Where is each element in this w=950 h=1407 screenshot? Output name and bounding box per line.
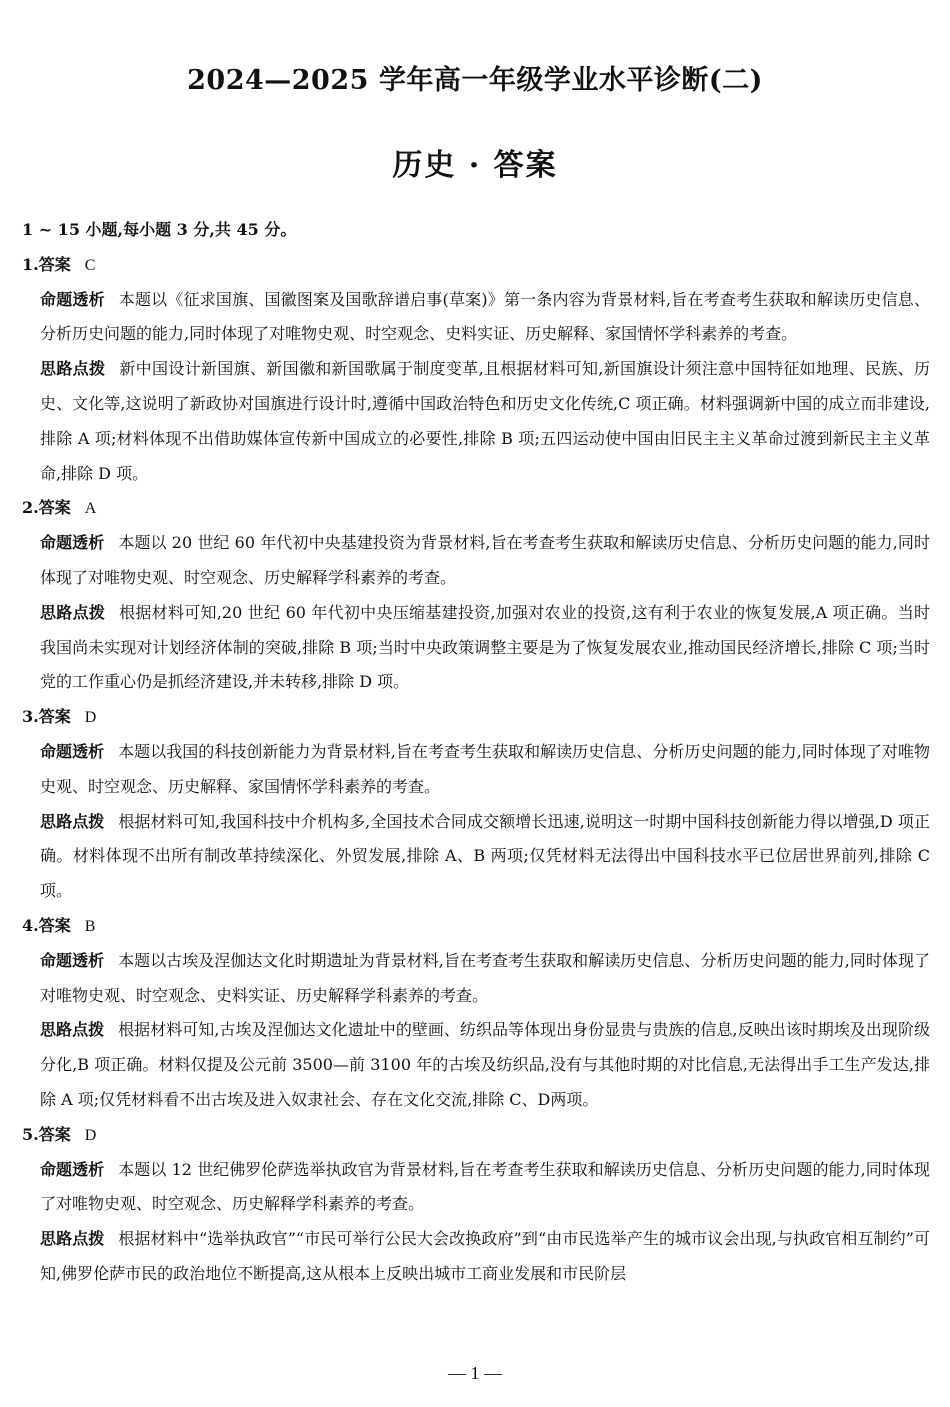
hint-paragraph-text: 根据材料可知,我国科技中介机构多,全国技术合同成交额增长迅速,说明这一时期中国科技创新能力得以增强,D 项正确。材料体现不出所有制改革持续深化、外贸发展,排除 A、B 两项;仅凭材料无法得出中国科技水平已位居世界前列,排除 C 项。 — [40, 811, 930, 901]
question-number: 4. — [22, 915, 39, 935]
analysis-paragraph — [22, 944, 930, 1014]
question-block — [22, 700, 930, 909]
analysis-label: 命题透析 — [40, 950, 105, 970]
question-number: 5. — [22, 1124, 39, 1144]
question-number: 3. — [22, 707, 39, 727]
analysis-paragraph-text: 本题以 12 世纪佛罗伦萨选举执政官为背景材料,旨在考查考生获取和解读历史信息、分析历史问题的能力,同时体现了对唯物史观、时空观念、历史解释学科素养的考查。 — [40, 1159, 930, 1214]
hint-paragraph — [22, 1013, 930, 1117]
hint-paragraph-text: 根据材料中“选举执政官”“市民可举行公民大会改换政府”到“由市民选举产生的城市议会出现,与执政官相互制约”可知,佛罗伦萨市民的政治地位不断提高,这从根本上反映出城市工商业发展和市民阶层 — [40, 1229, 930, 1283]
hint-label: 思路点拨 — [40, 602, 106, 622]
question-number: 2. — [22, 498, 39, 518]
answer-line — [22, 491, 930, 526]
answer-value: D — [84, 709, 97, 727]
hint-label: 思路点拨 — [40, 359, 106, 379]
analysis-label: 命题透析 — [40, 741, 105, 761]
hint-paragraph — [22, 352, 930, 491]
answer-line — [22, 1118, 930, 1153]
answer-value: B — [84, 917, 96, 935]
hint-label: 思路点拨 — [40, 1020, 105, 1040]
question-block — [22, 491, 930, 700]
question-block — [22, 909, 930, 1118]
answer-line — [22, 248, 930, 283]
analysis-label: 命题透析 — [40, 289, 105, 309]
answer-line — [22, 909, 930, 944]
score-note: 1 ~ 15 小题,每小题 3 分,共 45 分。 — [22, 220, 297, 239]
answer-label: 答案 — [38, 498, 71, 518]
hint-paragraph-text: 根据材料可知,古埃及涅伽达文化遗址中的壁画、纺织品等体现出身份显贵与贵族的信息,反映出该时期埃及出现阶级分化,B 项正确。材料仅提及公元前 3500—前 3100 年的古埃及纺织品,没有与其他时期的对比信息,无法得出手工生产发达,排除 A 项;仅凭材料看不出古埃及进入奴隶社会、存在文化交流,排除 C、D两项。 — [40, 1020, 930, 1109]
answer-value: A — [84, 500, 97, 518]
analysis-paragraph-text: 本题以 20 世纪 60 年代初中央基建投资为背景材料,旨在考查考生获取和解读历史信息、分析历史问题的能力,同时体现了对唯物史观、时空观念、历史解释学科素养的考查。 — [40, 533, 930, 587]
analysis-paragraph-text: 本题以《征求国旗、国徽图案及国歌辞谱启事(草案)》第一条内容为背景材料,旨在考查考生获取和解读历史信息、分析历史问题的能力,同时体现了对唯物史观、时空观念、史料实证、历史解释、家国情怀学科素养的考查。 — [40, 289, 930, 344]
hint-paragraph — [22, 805, 930, 909]
document-subtitle: 历史 · 答案 — [392, 148, 558, 183]
question-list — [22, 248, 930, 1292]
page-number: — 1 — — [448, 1363, 502, 1383]
analysis-paragraph — [22, 1153, 930, 1223]
hint-paragraph-text: 新中国设计新国旗、新国徽和新国歌属于制度变革,且根据材料可知,新国旗设计须注意中国特征如地理、民族、历史、文化等,这说明了新政协对国旗进行设计时,遵循中国政治特色和历史文化传统,C 项正确。材料强调新中国的成立而非建设,排除 A 项;材料体现不出借助媒体宣传新中国成立的必要性,排除 B 项;五四运动使中国由旧民主主义革命过渡到新民主主义革命,排除 D 项。 — [40, 359, 930, 483]
answer-label: 答案 — [38, 707, 71, 727]
answer-label: 答案 — [38, 254, 71, 274]
answer-value: D — [84, 1126, 97, 1144]
analysis-paragraph-text: 本题以古埃及涅伽达文化时期遗址为背景材料,旨在考查考生获取和解读历史信息、分析历史问题的能力,同时体现了对唯物史观、时空观念、史料实证、历史解释学科素养的考查。 — [40, 950, 930, 1005]
analysis-paragraph — [22, 283, 930, 353]
analysis-paragraph — [22, 526, 930, 596]
answer-value: C — [84, 256, 96, 274]
question-block — [22, 248, 930, 492]
analysis-paragraph — [22, 735, 930, 805]
document-title: 2024—2025 学年高一年级学业水平诊断(二) — [187, 65, 763, 96]
analysis-paragraph-text: 本题以我国的科技创新能力为背景材料,旨在考查考生获取和解读历史信息、分析历史问题的能力,同时体现了对唯物史观、时空观念、历史解释、家国情怀学科素养的考查。 — [40, 741, 930, 796]
answer-label: 答案 — [38, 915, 71, 935]
analysis-label: 命题透析 — [40, 1159, 105, 1179]
hint-label: 思路点拨 — [40, 1229, 105, 1249]
answer-line — [22, 700, 930, 735]
hint-paragraph-text: 根据材料可知,20 世纪 60 年代初中央压缩基建投资,加强对农业的投资,这有利于农业的恢复发展,A 项正确。当时我国尚未实现对计划经济体制的突破,排除 B 项;当时中央政策调整主要是为了恢复发展农业,推动国民经济增长,排除 C 项;当时党的工作重心仍是抓经济建设,并未转移,排除 D 项。 — [40, 602, 930, 692]
hint-label: 思路点拨 — [40, 811, 105, 831]
question-block — [22, 1118, 930, 1292]
answer-content — [22, 213, 930, 1292]
hint-paragraph — [22, 596, 930, 700]
hint-paragraph — [22, 1222, 930, 1292]
question-number: 1. — [22, 254, 39, 274]
analysis-label: 命题透析 — [40, 533, 105, 553]
answer-label: 答案 — [38, 1124, 71, 1144]
